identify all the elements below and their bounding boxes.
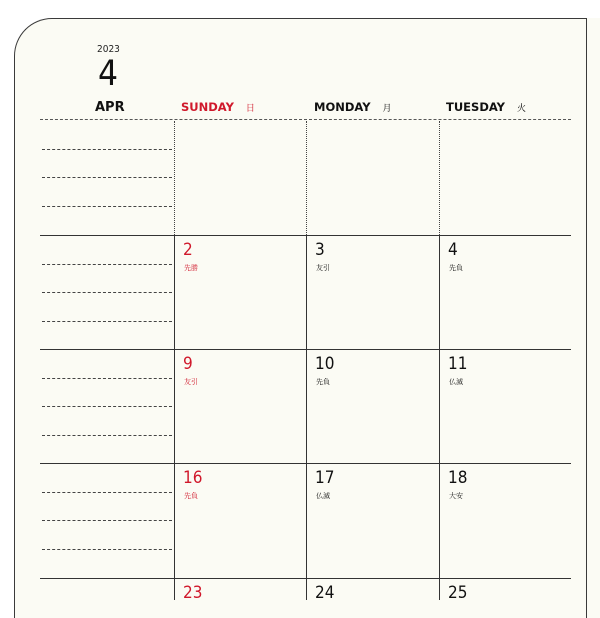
memo-line bbox=[42, 264, 172, 265]
date-number-tuesday: 25 bbox=[448, 583, 468, 603]
date-number-sunday: 9 bbox=[183, 354, 193, 374]
month-number: 4 bbox=[98, 54, 119, 94]
date-number-tuesday: 11 bbox=[448, 354, 468, 374]
year-label: 2023 bbox=[97, 44, 120, 55]
memo-line bbox=[42, 406, 172, 407]
column-line-dotted bbox=[439, 121, 440, 235]
rokuyo-label-monday: 友引 bbox=[316, 264, 330, 272]
rokuyo-label-tuesday: 大安 bbox=[449, 492, 463, 500]
rokuyo-label-tuesday: 先負 bbox=[449, 264, 463, 272]
day-kanji: 月 bbox=[382, 104, 392, 114]
memo-line bbox=[42, 206, 172, 207]
memo-line bbox=[42, 378, 172, 379]
day-name: SUNDAY bbox=[181, 100, 234, 114]
rokuyo-label-monday: 先負 bbox=[316, 378, 330, 386]
next-page-edge bbox=[586, 18, 600, 618]
date-number-tuesday: 18 bbox=[448, 468, 468, 488]
memo-line bbox=[42, 149, 172, 150]
date-number-sunday: 23 bbox=[183, 583, 203, 603]
column-line bbox=[174, 235, 175, 600]
day-header-sunday bbox=[181, 100, 255, 114]
rokuyo-label-monday: 仏滅 bbox=[316, 492, 330, 500]
date-number-tuesday: 4 bbox=[448, 240, 458, 260]
memo-line bbox=[42, 435, 172, 436]
day-name: TUESDAY bbox=[446, 100, 505, 114]
rokuyo-label-sunday: 友引 bbox=[184, 378, 198, 386]
column-line-dotted bbox=[174, 121, 175, 235]
date-number-monday: 3 bbox=[315, 240, 325, 260]
rokuyo-label-tuesday: 仏滅 bbox=[449, 378, 463, 386]
rokuyo-label-sunday: 先勝 bbox=[184, 264, 198, 272]
day-kanji: 日 bbox=[245, 104, 255, 114]
date-number-monday: 17 bbox=[315, 468, 335, 488]
day-header-tuesday bbox=[446, 100, 526, 114]
day-name: MONDAY bbox=[314, 100, 371, 114]
memo-line bbox=[42, 520, 172, 521]
date-number-monday: 10 bbox=[315, 354, 335, 374]
memo-line bbox=[42, 177, 172, 178]
date-number-sunday: 2 bbox=[183, 240, 193, 260]
header-dashed-rule bbox=[40, 119, 571, 120]
memo-line bbox=[42, 292, 172, 293]
memo-line bbox=[42, 549, 172, 550]
memo-line bbox=[42, 321, 172, 322]
column-line bbox=[439, 235, 440, 600]
memo-line bbox=[42, 492, 172, 493]
month-abbreviation: APR bbox=[95, 100, 125, 115]
date-number-monday: 24 bbox=[315, 583, 335, 603]
rokuyo-label-sunday: 先負 bbox=[184, 492, 198, 500]
date-number-sunday: 16 bbox=[183, 468, 203, 488]
column-line-dotted bbox=[306, 121, 307, 235]
day-header-monday bbox=[314, 100, 392, 114]
column-line bbox=[306, 235, 307, 600]
day-kanji: 火 bbox=[517, 104, 527, 114]
